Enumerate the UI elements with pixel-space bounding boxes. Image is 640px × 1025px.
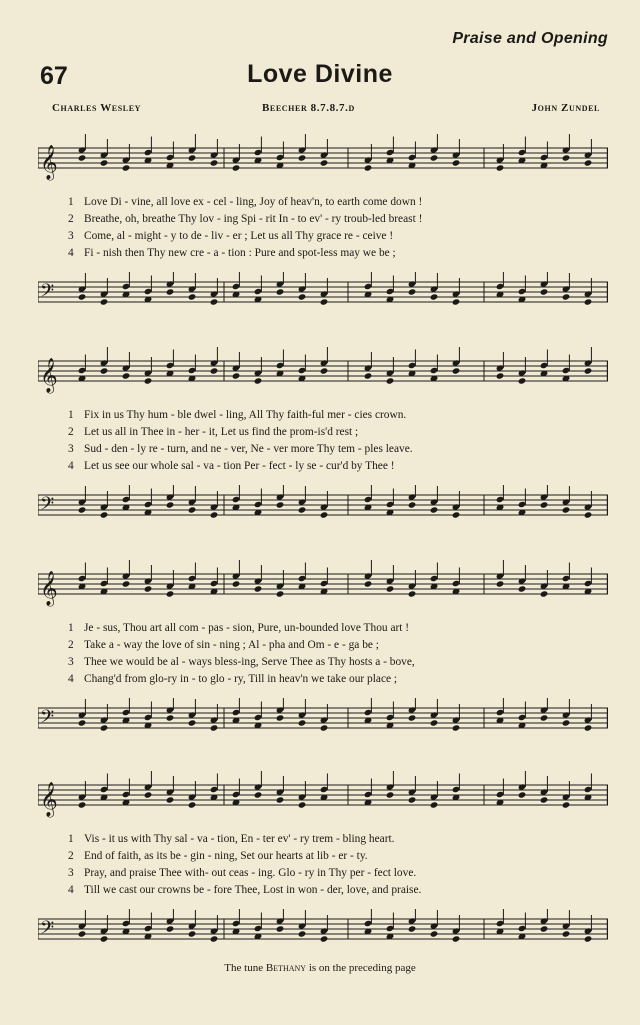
verse-number: 3 bbox=[68, 867, 74, 879]
verse-line bbox=[68, 245, 608, 262]
treble-staff bbox=[38, 771, 608, 819]
bass-notes bbox=[78, 272, 593, 306]
treble-clef-icon: 𝄞 bbox=[40, 358, 58, 393]
bass-notes bbox=[78, 909, 593, 943]
hymn-number: 67 bbox=[40, 62, 68, 90]
verse-text: Love Di - vine, all love ex - cel - ling, Joy of heav'n, to earth come down ! bbox=[84, 196, 423, 208]
verse-line bbox=[68, 194, 608, 211]
verse-line bbox=[68, 228, 608, 245]
composer-credit: John Zundel bbox=[531, 102, 600, 114]
section-heading: Praise and Opening bbox=[452, 30, 608, 47]
author-credit: Charles Wesley bbox=[52, 102, 142, 114]
bass-staff bbox=[38, 485, 608, 533]
treble-clef-icon: 𝄞 bbox=[40, 145, 58, 180]
verse-number: 4 bbox=[68, 884, 74, 896]
bass-staff bbox=[38, 909, 608, 957]
treble-clef-icon: 𝄞 bbox=[40, 782, 58, 817]
verse-text: Take a - way the love of sin - ning ; Al - pha and Om - e - ga be ; bbox=[84, 639, 379, 651]
verse-number: 2 bbox=[68, 850, 74, 862]
tune-credit: Beecher 8.7.8.7.d bbox=[262, 102, 355, 114]
verse-number: 4 bbox=[68, 460, 74, 472]
verse-number: 1 bbox=[68, 196, 74, 208]
bass-notes bbox=[78, 698, 593, 732]
bass-clef-icon: 𝄢 bbox=[40, 707, 55, 732]
verse-number: 4 bbox=[68, 673, 74, 685]
verse-line bbox=[68, 637, 608, 654]
verse-line bbox=[68, 882, 608, 899]
verse-line bbox=[68, 458, 608, 475]
hymn-title: Love Divine bbox=[247, 60, 393, 88]
verse-line bbox=[68, 654, 608, 671]
verse-number: 1 bbox=[68, 622, 74, 634]
verse-text: Let us see our whole sal - va - tion Per - fect - ly se - cur'd by Thee ! bbox=[84, 460, 395, 472]
verse-text: Come, al - might - y to de - liv - er ; Let us all Thy grace re - ceive ! bbox=[84, 230, 394, 242]
verse-line bbox=[68, 671, 608, 688]
verse-line bbox=[68, 211, 608, 228]
treble-staff bbox=[38, 134, 608, 182]
footer-prefix: The tune bbox=[224, 962, 264, 974]
verse-number: 1 bbox=[68, 409, 74, 421]
verse-line bbox=[68, 424, 608, 441]
treble-staff bbox=[38, 560, 608, 608]
bass-staff bbox=[38, 698, 608, 746]
bass-clef-icon: 𝄢 bbox=[40, 281, 55, 306]
verse-text: End of faith, as its be - gin - ning, Set our hearts at lib - er - ty. bbox=[84, 850, 368, 862]
verse-text: Sud - den - ly re - turn, and ne - ver, Ne - ver more Thy tem - ples leave. bbox=[84, 443, 413, 455]
footer-note bbox=[0, 962, 640, 974]
bass-notes bbox=[78, 485, 593, 519]
verse-text: Till we cast our crowns be - fore Thee, Lost in won - der, love, and praise. bbox=[84, 884, 422, 896]
verse-text: Thee we would be al - ways bless-ing, Serve Thee as Thy hosts a - bove, bbox=[84, 656, 415, 668]
verse-number: 3 bbox=[68, 656, 74, 668]
footer-suffix: is on the preceding page bbox=[308, 962, 416, 974]
verse-number: 3 bbox=[68, 230, 74, 242]
verse-line bbox=[68, 865, 608, 882]
bass-clef-icon: 𝄢 bbox=[40, 494, 55, 519]
verse-text: Fix in us Thy hum - ble dwel - ling, All Thy faith-ful mer - cies crown. bbox=[84, 409, 407, 421]
bass-staff bbox=[38, 272, 608, 320]
verse-line bbox=[68, 407, 608, 424]
verse-line bbox=[68, 848, 608, 865]
treble-staff bbox=[38, 347, 608, 395]
verse-number: 1 bbox=[68, 833, 74, 845]
verse-number: 4 bbox=[68, 247, 74, 259]
verse-text: Fi - nish then Thy new cre - a - tion : Pure and spot-less may we be ; bbox=[84, 247, 396, 259]
verse-line bbox=[68, 441, 608, 458]
verse-text: Je - sus, Thou art all com - pas - sion, Pure, un-bounded love Thou art ! bbox=[84, 622, 410, 634]
verse-number: 2 bbox=[68, 639, 74, 651]
footer-tune-name: Bethany bbox=[265, 962, 307, 974]
verse-text: Breathe, oh, breathe Thy lov - ing Spi - rit In - to ev' - ry troub-led breast ! bbox=[84, 213, 423, 225]
verse-number: 3 bbox=[68, 443, 74, 455]
bass-clef-icon: 𝄢 bbox=[40, 918, 55, 943]
verse-text: Pray, and praise Thee with- out ceas - ing. Glo - ry in Thy per - fect love. bbox=[84, 867, 417, 879]
verse-number: 2 bbox=[68, 426, 74, 438]
verse-line bbox=[68, 620, 608, 637]
treble-clef-icon: 𝄞 bbox=[40, 571, 58, 606]
verse-text: Vis - it us with Thy sal - va - tion, En - ter ev' - ry trem - bling heart. bbox=[84, 833, 395, 845]
verse-text: Chang'd from glo-ry in - to glo - ry, Till in heav'n we take our place ; bbox=[84, 673, 398, 685]
verse-number: 2 bbox=[68, 213, 74, 225]
verse-text: Let us all in Thee in - her - it, Let us find the prom-is'd rest ; bbox=[84, 426, 359, 438]
verse-line bbox=[68, 831, 608, 848]
